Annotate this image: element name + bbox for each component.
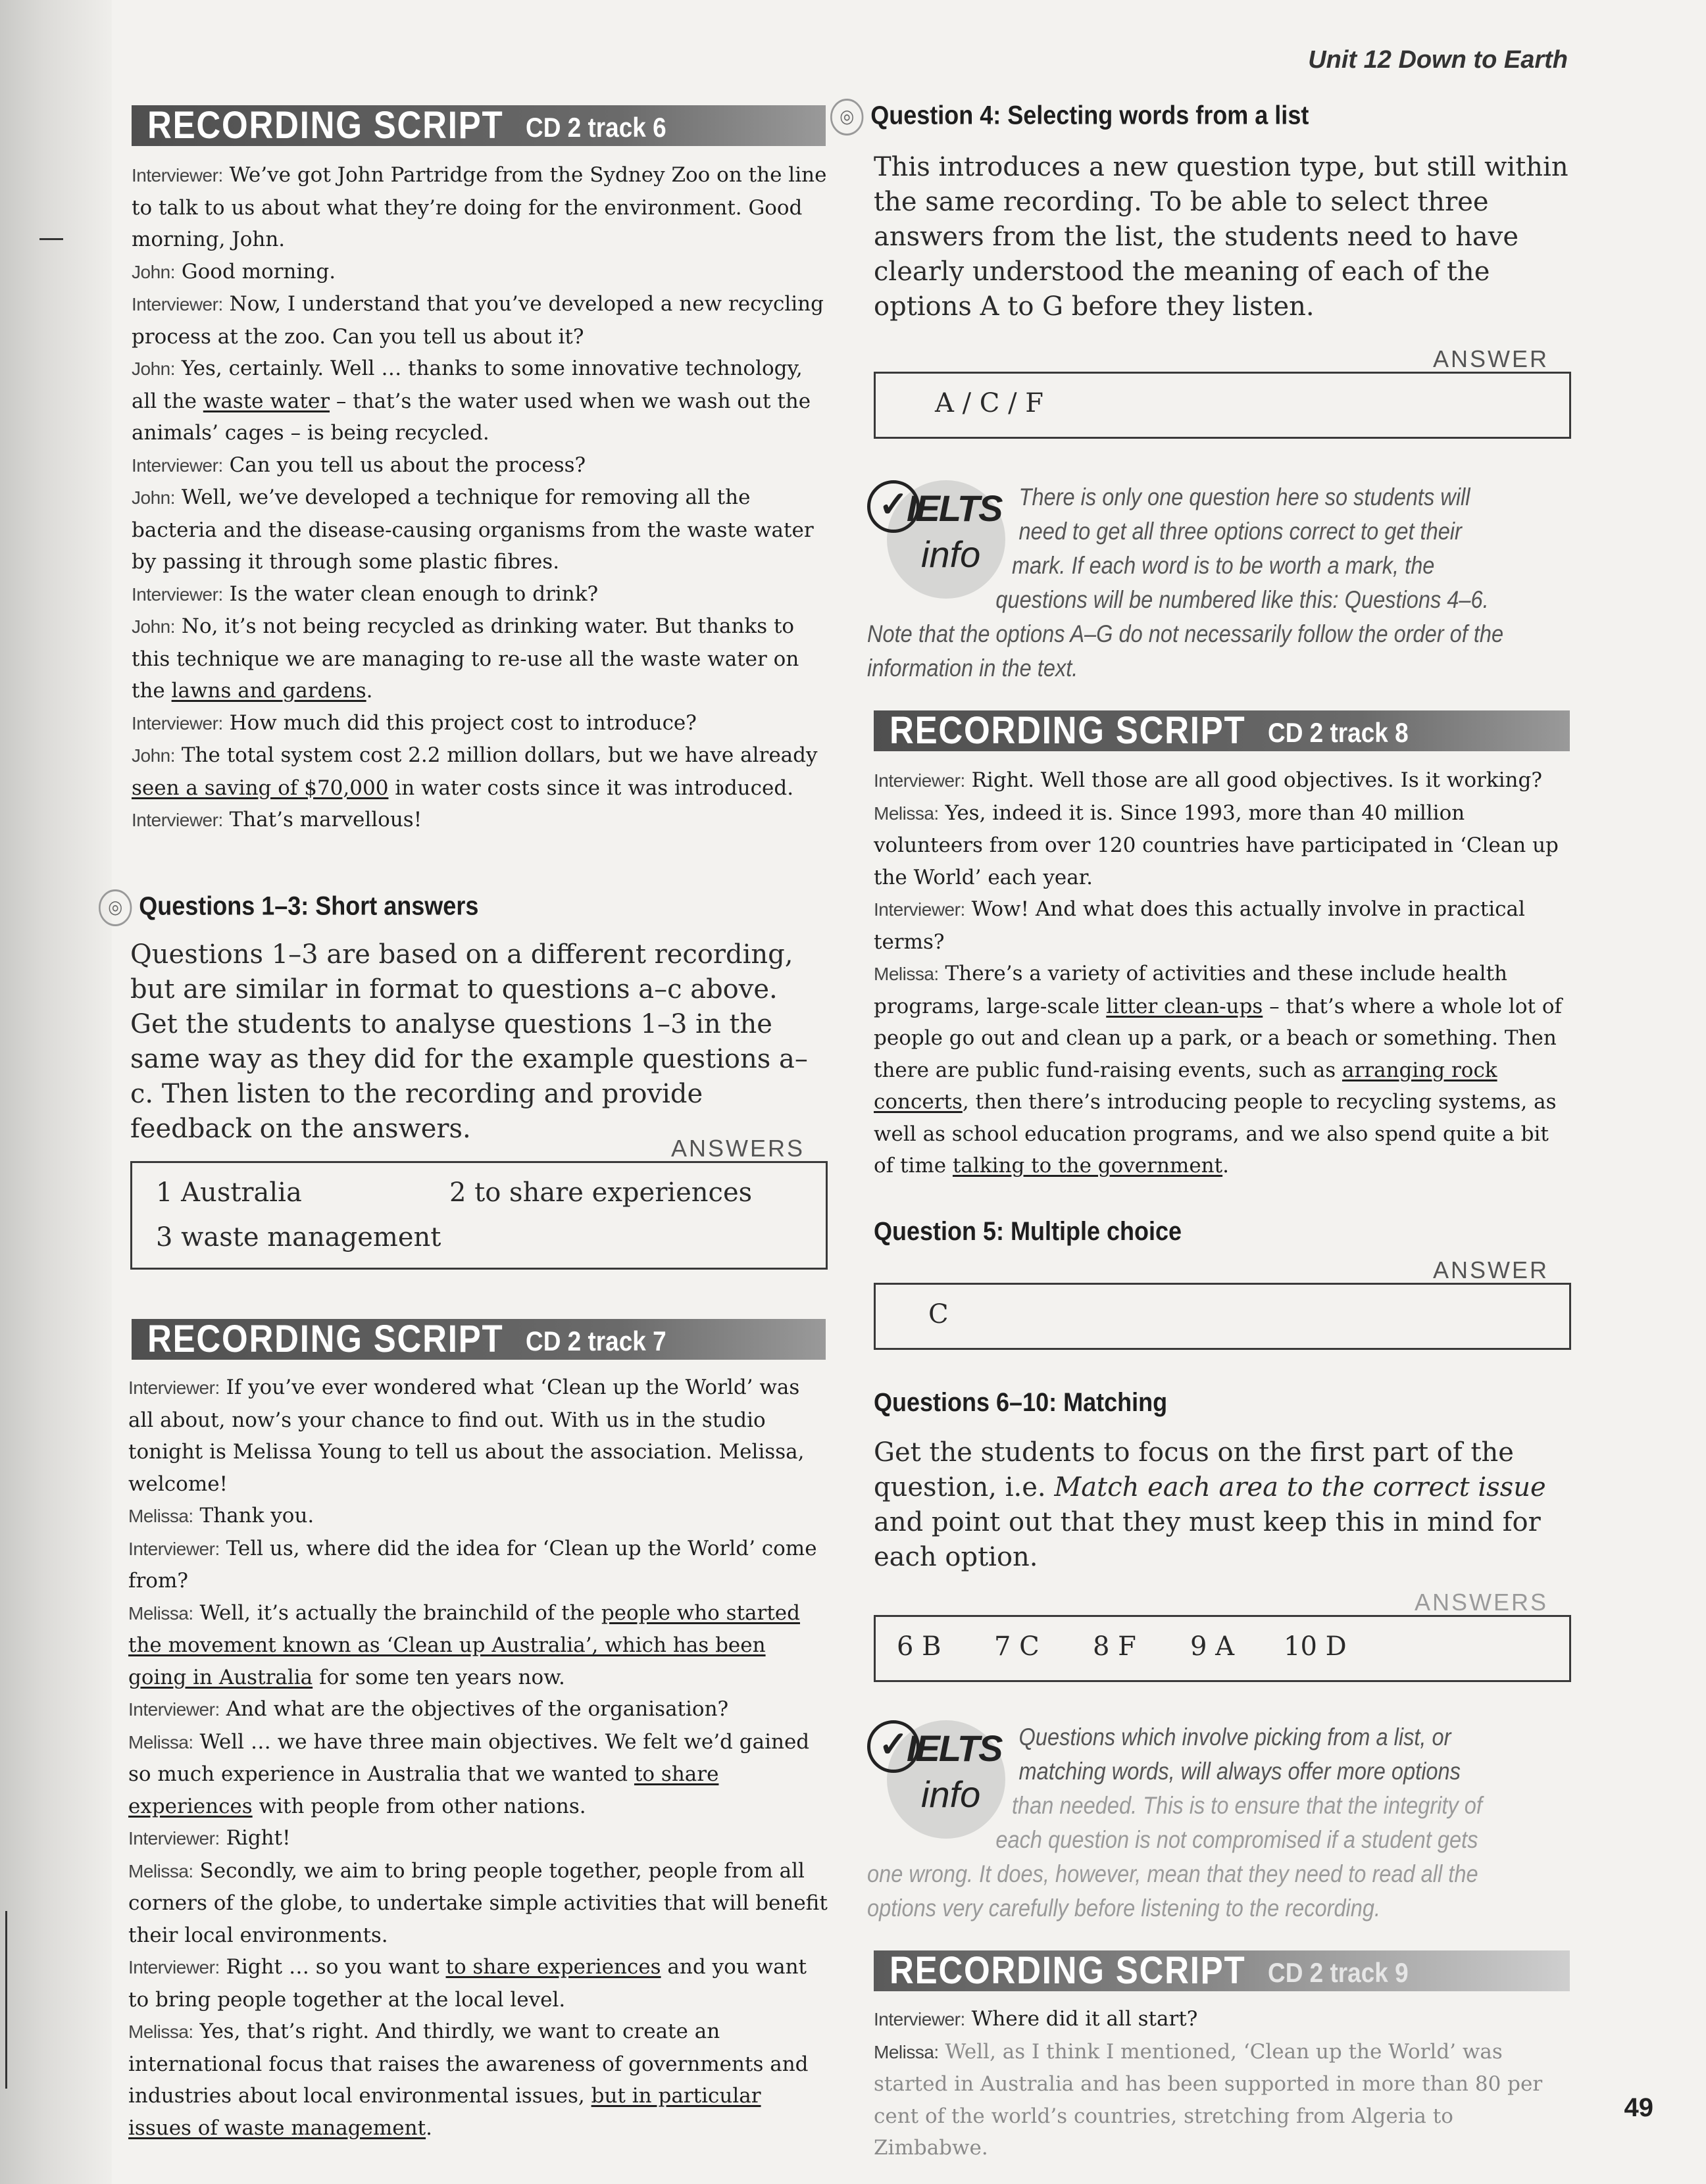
script-line [128, 1726, 829, 1823]
info-line: questions will be numbered like this: Questions 4–6. [995, 586, 1489, 613]
body-emphasis: Match each area to the correct issue [1054, 1472, 1546, 1502]
answer-10: 10 D [1284, 1631, 1347, 1662]
info-line: matching words, will always offer more options [1018, 1758, 1461, 1785]
answer-3: 3 waste management [156, 1222, 441, 1253]
script-text: Well, as I think I mentioned, ‘Clean up the World’ was started in Australia and has been supported in more than 80 per cent of the world’s countries, stretching from Algeria to Zimbabwe. [874, 2039, 1543, 2160]
margin-mark [39, 238, 63, 240]
check-icon: ✓ [867, 1720, 920, 1773]
recording-script-banner-track-9 [874, 1950, 1570, 1991]
speaker-label: Melissa: [874, 803, 939, 824]
ielts-info-text [867, 1694, 1539, 1925]
speaker-label: Interviewer: [128, 1957, 220, 1977]
script-text: And what are the objectives of the organisation? [219, 1697, 729, 1721]
script-line [132, 739, 829, 804]
ielts-info-box-1 [867, 454, 1578, 691]
script-text: Where did it all start? [965, 2007, 1198, 2031]
speaker-label: Melissa: [128, 1506, 193, 1526]
script-text: and you want to bring people together at the local level. [128, 1955, 807, 2012]
body-paragraph [874, 1435, 1571, 1575]
unit-number: Unit 12 [1308, 46, 1392, 74]
speaker-label: Interviewer: [128, 1828, 220, 1849]
script-line [874, 797, 1571, 894]
recording-script-banner-track-8 [874, 710, 1570, 751]
script-line [132, 449, 829, 482]
script-text: There’s a variety of activities and these include health programs, large-scale [874, 962, 1507, 1018]
banner-track: CD 2 track 7 [526, 1326, 666, 1356]
script-line [874, 764, 1571, 797]
underlined-answer-text: lawns and gardens [171, 679, 366, 703]
underlined-answer-text: waste water [203, 389, 330, 413]
underlined-answer-text: people who started the movement known as ‘Clean up Australia’, which has been going in Australia [128, 1601, 800, 1689]
speaker-label: John: [132, 359, 175, 379]
info-line: mark. If each word is to be worth a mark, the [1012, 552, 1435, 579]
script-text: in water costs since it was introduced. [388, 776, 794, 800]
speaker-label: Interviewer: [132, 712, 223, 733]
script-text: with people from other nations. [252, 1794, 586, 1818]
recording-script-banner-track-7 [132, 1319, 826, 1360]
banner-title: RECORDING SCRIPT [147, 105, 504, 146]
script-text: The total system cost 2.2 million dollars, but we have already [175, 743, 818, 767]
headphones-icon: ◎ [830, 99, 863, 136]
script-text: Now, I understand that you’ve developed a new recycling process at the zoo. Can you tell us about it? [132, 292, 824, 349]
info-line: information in the text. [867, 655, 1078, 682]
speaker-label: John: [132, 745, 175, 766]
script-text: – that’s where a whole lot of people go out and clean up a park, or a beach or something. Then there are public fund-raising events, such as [874, 994, 1562, 1082]
script-line [128, 2016, 829, 2144]
questions-1-3-body [130, 937, 828, 1147]
badge-word: IELTS [907, 487, 1002, 529]
question-5-heading [874, 1217, 1182, 1247]
script-text: . [366, 679, 373, 703]
heading-text: Questions 1–3: Short answers [139, 891, 479, 921]
script-text: Can you tell us about the process? [222, 453, 586, 477]
script-text: How much did this project cost to introduce? [222, 710, 697, 735]
script-line [132, 707, 829, 740]
script-line [874, 2036, 1571, 2164]
ielts-info-text [867, 454, 1539, 685]
script-line [132, 288, 829, 353]
script-text: We’ve got John Partridge from the Sydney Zoo on the line to talk to us about what they’re doing for the environment. Good morning, John. [132, 163, 827, 251]
headphones-icon: ◎ [99, 889, 132, 926]
underlined-answer-text: to share experiences [128, 1762, 719, 1818]
answer-value: C [928, 1299, 949, 1329]
answer-1: 1 Australia [156, 1178, 302, 1208]
body-paragraph: This introduces a new question type, but still within the same recording. To be able to select three answers from the list, the students need to have clearly understood the meaning of each of the options A to G before they listen. [874, 152, 1568, 322]
speaker-label: Interviewer: [132, 810, 223, 830]
banner-track: CD 2 track 6 [526, 112, 666, 143]
script-text: Yes, that’s right. And thirdly, we want to create an international focus that raises the awareness of governments and industries about local environmental issues, [128, 2020, 809, 2108]
script-text: Wow! And what does this actually involve in practical terms? [874, 897, 1525, 954]
speaker-label: Melissa: [874, 2041, 939, 2062]
script-line [128, 1855, 829, 1952]
answers-label: ANSWERS [1415, 1589, 1549, 1616]
script-text: Yes, indeed it is. Since 1993, more than 40 million volunteers from over 120 countries have participated in ‘Clean up the World’ each year. [874, 801, 1559, 889]
answer-box-5 [874, 1283, 1571, 1350]
heading-text: Question 4: Selecting words from a list [870, 101, 1309, 130]
check-icon: ✓ [867, 480, 920, 533]
question-4-heading [830, 99, 1309, 136]
heading-text: Question 5: Multiple choice [874, 1217, 1182, 1246]
info-line: There is only one question here so students will [1018, 484, 1470, 510]
script-text: . [426, 2116, 432, 2140]
underlined-answer-text: talking to the government [952, 1154, 1223, 1178]
script-text: . [1222, 1154, 1229, 1178]
script-text: – that’s the water used when we wash out the animals’ cages – is being recycled. [132, 389, 811, 445]
answer-box-4 [874, 372, 1571, 439]
script-text: No, it’s not being recycled as drinking water. But thanks to this technique we are managing to re-use all the waste water on the [132, 614, 799, 703]
answer-8: 8 F [1093, 1631, 1136, 1662]
script-text: Good morning. [175, 259, 336, 284]
script-text: Tell us, where did the idea for ‘Clean up the World’ come from? [128, 1536, 817, 1593]
banner-track: CD 2 track 9 [1268, 1957, 1409, 1988]
info-line: than needed. This is to ensure that the integrity of [1012, 1792, 1482, 1819]
info-line: need to get all three options correct to get their [1018, 518, 1462, 545]
speaker-label: Interviewer: [874, 770, 965, 791]
script-line [128, 1597, 829, 1694]
script-line [132, 159, 829, 256]
answer-7: 7 C [994, 1631, 1040, 1662]
answer-2: 2 to share experiences [449, 1178, 753, 1208]
script-text: Is the water clean enough to drink? [222, 582, 599, 606]
script-line [874, 2003, 1571, 2036]
speaker-label: Melissa: [128, 1731, 193, 1752]
answers-box-6-10 [874, 1615, 1571, 1682]
recording-script-8 [874, 764, 1571, 1182]
banner-title: RECORDING SCRIPT [890, 710, 1246, 751]
script-line [128, 1822, 829, 1855]
answers-label: ANSWERS [671, 1135, 805, 1162]
script-line [132, 256, 829, 289]
scan-shadow [0, 0, 112, 2184]
speaker-label: Interviewer: [132, 165, 223, 186]
script-line [132, 578, 829, 611]
underlined-answer-text: litter clean-ups [1106, 994, 1263, 1018]
badge-word: IELTS [907, 1727, 1002, 1769]
script-text: Well, we’ve developed a technique for removing all the bacteria and the disease-causing organisms from the waste water by passing it through some plastic fibres. [132, 485, 814, 574]
script-line [128, 1500, 829, 1533]
speaker-label: Interviewer: [874, 899, 965, 920]
script-line [874, 958, 1571, 1182]
script-text: If you’ve ever wondered what ‘Clean up the World’ was all about, now’s your chance to find out. With us in the studio tonight is Melissa Young to tell us about the association. Melissa, welcome! [128, 1376, 805, 1496]
script-text: Yes, certainly. Well … thanks to some innovative technology, all the [132, 357, 803, 413]
running-header [1308, 46, 1568, 74]
speaker-label: John: [132, 616, 175, 637]
body-pre: Get the students to focus on the first part of the question, i.e. [874, 1437, 1514, 1502]
underlined-answer-text: to share experiences [445, 1955, 661, 1979]
answers-box-1-3 [130, 1161, 828, 1270]
script-text: Secondly, we aim to bring people together, people from all corners of the globe, to undertake simple activities that will benefit their local environments. [128, 1858, 828, 1947]
answer-6: 6 B [897, 1631, 941, 1662]
speaker-label: Interviewer: [128, 1377, 220, 1398]
script-line [132, 610, 829, 707]
answer-label: ANSWER [1433, 345, 1549, 372]
script-line [874, 893, 1571, 958]
ielts-info-box-2 [867, 1694, 1578, 1931]
speaker-label: Melissa: [128, 2022, 193, 2042]
recording-script-6 [132, 159, 829, 837]
script-line [132, 482, 829, 578]
info-line: one wrong. It does, however, mean that they need to read all the [867, 1860, 1478, 1887]
script-line [128, 1693, 829, 1726]
speaker-label: Interviewer: [874, 2009, 965, 2029]
recording-script-7 [128, 1372, 829, 2144]
info-line: Questions which involve picking from a list, or [1018, 1724, 1451, 1750]
banner-title: RECORDING SCRIPT [147, 1319, 504, 1360]
script-line [128, 1951, 829, 2016]
answer-9: 9 A [1190, 1631, 1235, 1662]
script-text: Thank you. [193, 1504, 314, 1527]
margin-mark [5, 1911, 7, 2089]
speaker-label: Interviewer: [132, 294, 223, 314]
script-text: That’s marvellous! [222, 808, 422, 831]
info-line: options very carefully before listening to the recording. [867, 1895, 1381, 1922]
speaker-label: John: [132, 261, 175, 282]
banner-track: CD 2 track 8 [1268, 717, 1409, 748]
script-text: Well, it’s actually the brainchild of the [193, 1601, 601, 1625]
answer-value: A / C / F [935, 388, 1044, 418]
page-number: 49 [1624, 2093, 1653, 2122]
speaker-label: Interviewer: [128, 1538, 220, 1559]
script-text: Right! [219, 1826, 291, 1850]
script-line [128, 1372, 829, 1500]
speaker-label: Interviewer: [132, 455, 223, 476]
body-paragraph: Questions 1–3 are based on a different recording, but are similar in format to questions a–c above. Get the students to analyse questions 1–3 in the same way as they did for the example questions a–c. Then listen to the recording and provide feedback on the answers. [130, 939, 808, 1144]
questions-1-3-heading [99, 889, 478, 926]
info-line: each question is not compromised if a student gets [995, 1826, 1478, 1853]
recording-script-9 [874, 2003, 1571, 2164]
speaker-label: Melissa: [874, 964, 939, 984]
answer-label: ANSWER [1433, 1256, 1549, 1283]
script-text: for some ten years now. [313, 1665, 565, 1689]
speaker-label: Melissa: [128, 1602, 193, 1624]
speaker-label: Interviewer: [132, 583, 223, 605]
body-post: and point out that they must keep this in mind for each option. [874, 1507, 1541, 1572]
script-line [128, 1533, 829, 1597]
question-4-body [874, 150, 1571, 324]
speaker-label: Melissa: [128, 1860, 193, 1881]
badge-info: info [921, 534, 981, 575]
speaker-label: Interviewer: [128, 1699, 220, 1720]
info-line: Note that the options A–G do not necessarily follow the order of the [867, 620, 1504, 647]
badge-info: info [921, 1774, 981, 1815]
questions-6-10-heading [874, 1388, 1167, 1418]
script-line [132, 804, 829, 837]
recording-script-banner-track-6 [132, 105, 826, 146]
script-text: , then there’s introducing people to recycling systems, as well as school education programs, and we also spend quite a bit of time [874, 1090, 1557, 1178]
questions-6-10-body [874, 1435, 1571, 1575]
speaker-label: John: [132, 487, 175, 508]
underlined-answer-text: arranging rock concerts [874, 1058, 1497, 1114]
underlined-answer-text: but in particular issues of waste management [128, 2084, 761, 2140]
script-text: Right. Well those are all good objectives. Is it working? [965, 768, 1542, 792]
heading-text: Questions 6–10: Matching [874, 1388, 1168, 1417]
script-line [132, 353, 829, 449]
script-text: Right … so you want [219, 1955, 446, 1979]
script-text: Well … we have three main objectives. We felt we’d gained so much experience in Australia that we wanted [128, 1729, 810, 1786]
unit-title: Down to Earth [1398, 46, 1568, 74]
banner-title: RECORDING SCRIPT [890, 1950, 1246, 1991]
underlined-answer-text: seen a saving of $70,000 [132, 776, 389, 800]
